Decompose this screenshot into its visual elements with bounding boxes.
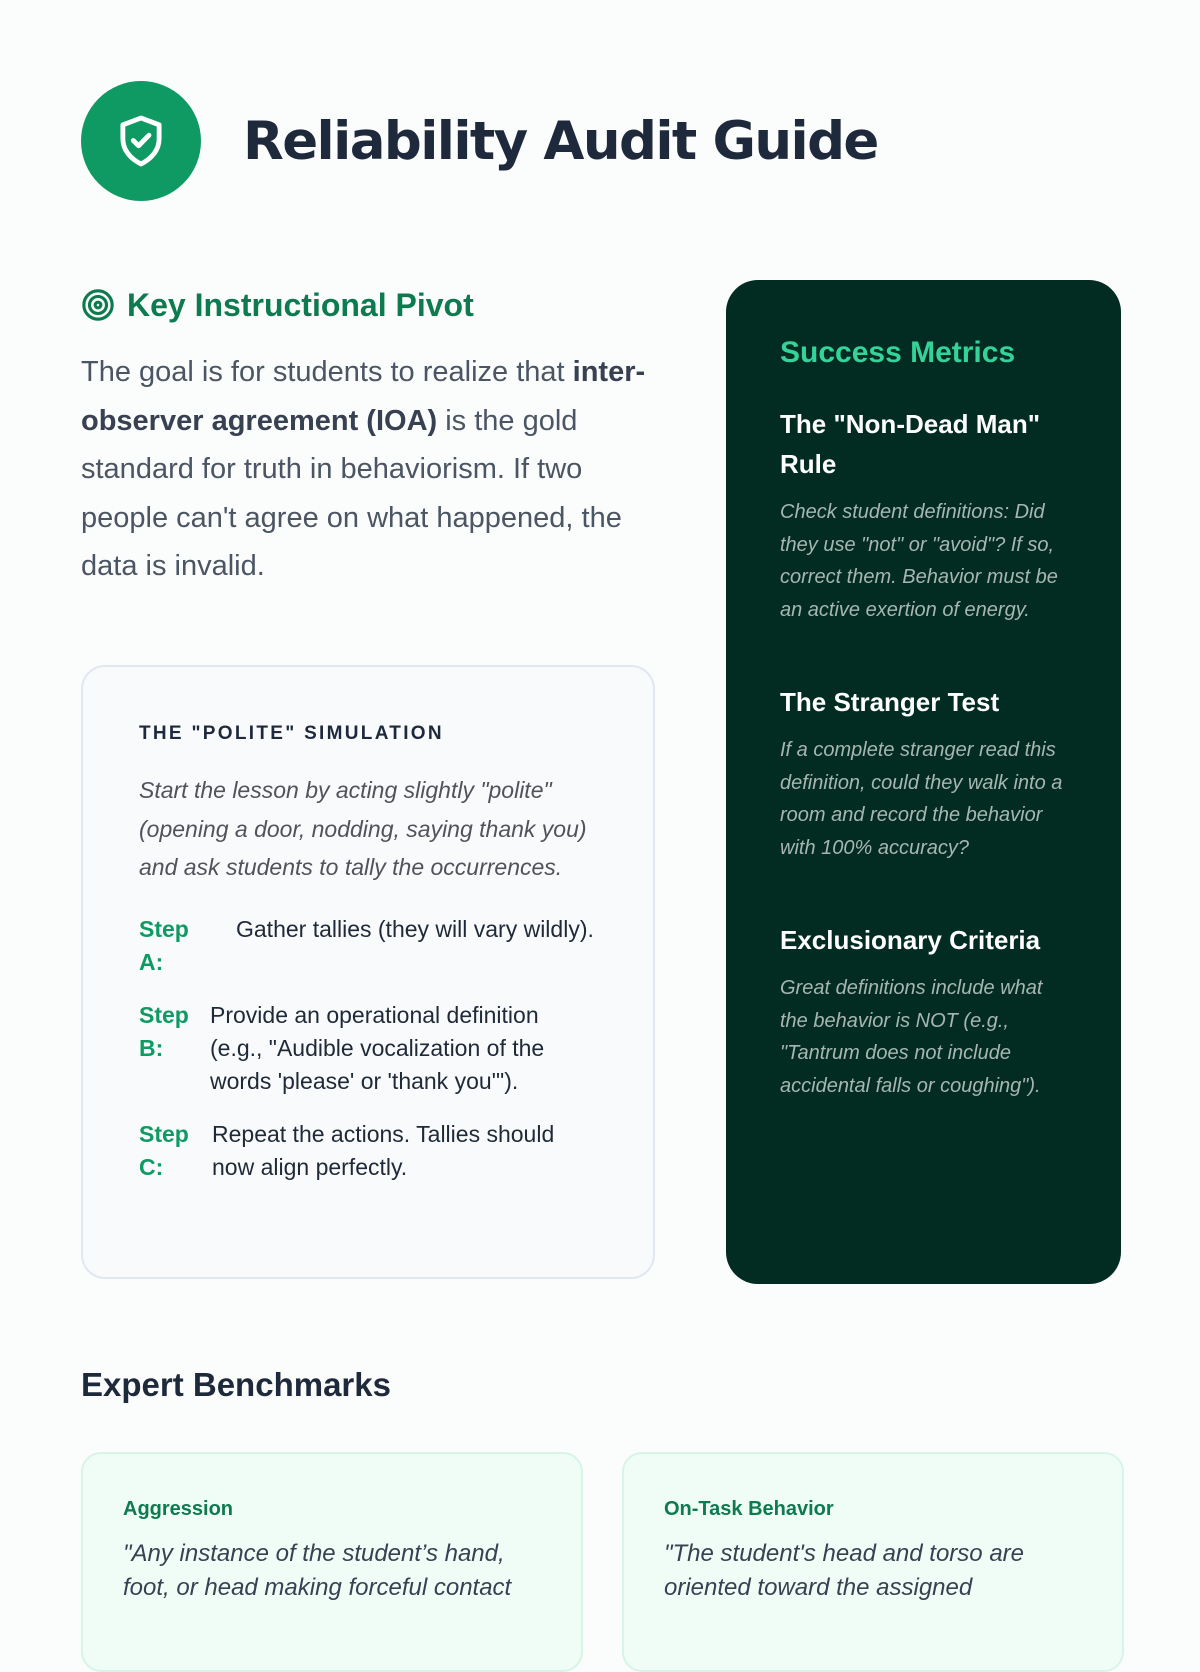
metric-item xyxy=(780,404,1069,626)
pivot-title: Key Instructional Pivot xyxy=(127,286,474,323)
benchmarks-heading: Expert Benchmarks xyxy=(81,1366,391,1403)
success-metrics-panel xyxy=(726,280,1121,1284)
step-item xyxy=(139,999,597,1098)
step-item xyxy=(139,1118,597,1184)
metric-title: The "Non-Dead Man" Rule xyxy=(780,409,1041,479)
pivot-text-start: The goal is for students to realize that xyxy=(81,356,573,388)
guide-page xyxy=(81,0,1121,1600)
shield-check-icon xyxy=(112,112,170,170)
simulation-steps xyxy=(139,913,597,1184)
simulation-card xyxy=(81,665,655,1279)
logo-badge xyxy=(81,81,201,201)
metric-description: If a complete stranger read this definition, could they walk into a room and record the behavior with 100% accuracy? xyxy=(780,739,1063,859)
page-header xyxy=(81,81,878,201)
target-icon xyxy=(81,288,115,322)
benchmark-card xyxy=(622,1452,1124,1672)
pivot-section xyxy=(81,282,661,591)
step-text: Provide an operational definition (e.g., "Audible vocalization of the words 'please' or 'thank you'"). xyxy=(210,1001,545,1094)
metrics-title: Success Metrics xyxy=(780,336,1016,369)
benchmark-quote: "Any instance of the student’s hand, foot, or head making forceful contact xyxy=(123,1540,512,1601)
step-label: Step C: xyxy=(139,1120,189,1180)
pivot-paragraph xyxy=(81,348,661,591)
metric-description: Great definitions include what the behavior is NOT (e.g., "Tantrum does not include accidental falls or coughing"). xyxy=(780,977,1043,1097)
pivot-text-emphasis: inter-observer agreement (IOA) xyxy=(81,356,646,437)
simulation-intro: Start the lesson by acting slightly "polite" (opening a door, nodding, saying thank you) and ask students to tally the occurrences. xyxy=(139,777,587,880)
step-text: Repeat the actions. Tallies should now align perfectly. xyxy=(212,1120,555,1180)
pivot-text-end: is the gold standard for truth in behaviorism. If two people can't agree on what happened, the data is invalid. xyxy=(81,404,622,582)
metric-title: Exclusionary Criteria xyxy=(780,925,1041,955)
benchmark-title: On-Task Behavior xyxy=(664,1498,834,1520)
step-label: Step A: xyxy=(139,915,189,975)
step-text: Gather tallies (they will vary wildly). xyxy=(236,915,594,942)
metric-item xyxy=(780,920,1069,1102)
metric-description: Check student definitions: Did they use "not" or "avoid"? If so, correct them. Behavior must be an active exertion of energy. xyxy=(780,501,1058,621)
pivot-heading xyxy=(81,282,661,328)
page-title: Reliability Audit Guide xyxy=(243,110,878,172)
metric-item xyxy=(780,682,1069,864)
step-label: Step B: xyxy=(139,1001,189,1061)
benchmark-quote: "The student's head and torso are oriented toward the assigned xyxy=(664,1540,1024,1601)
metric-title: The Stranger Test xyxy=(780,687,1000,717)
benchmark-card xyxy=(81,1452,583,1672)
simulation-title: THE "POLITE" SIMULATION xyxy=(139,723,444,744)
benchmark-title: Aggression xyxy=(123,1498,234,1520)
step-item xyxy=(139,913,597,979)
